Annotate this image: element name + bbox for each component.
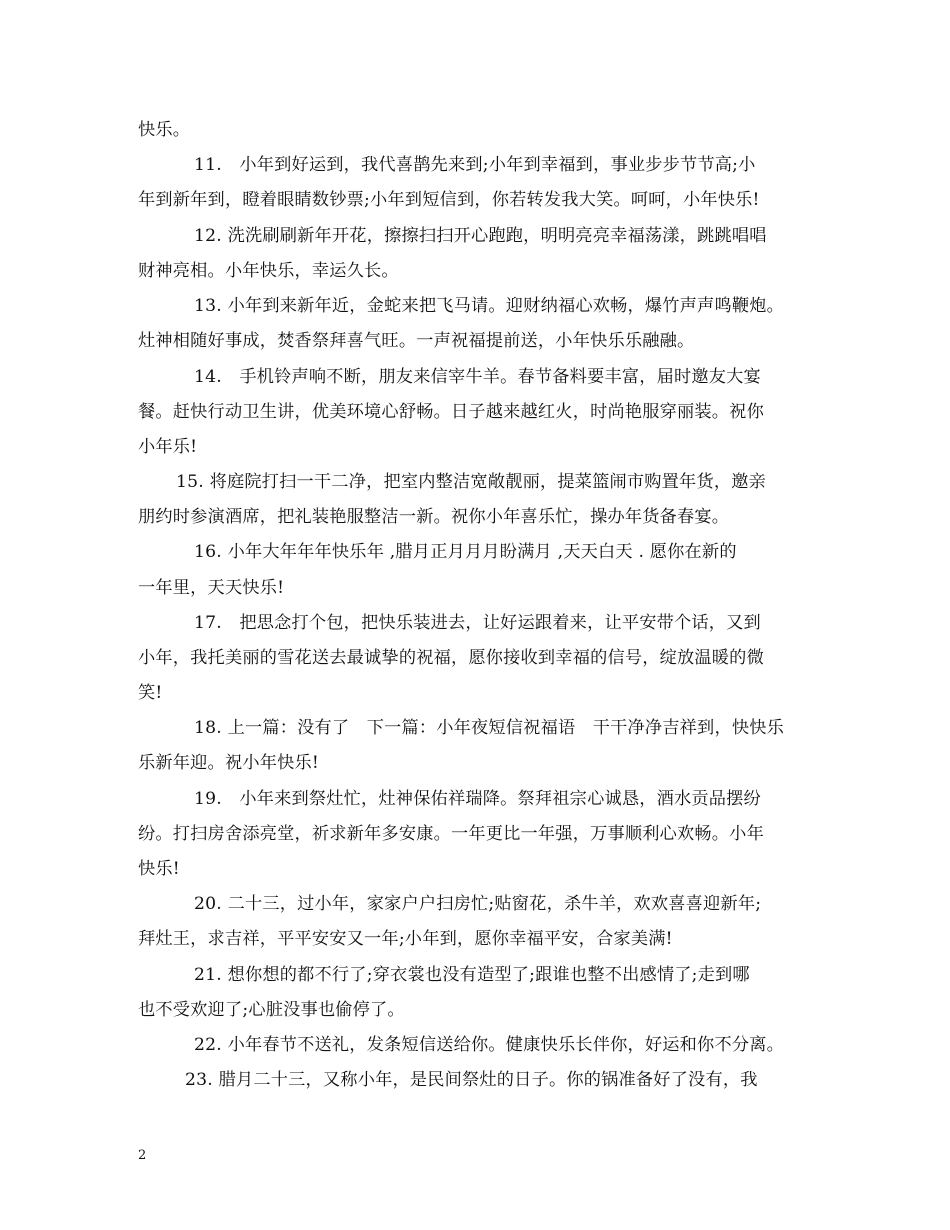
text-line: 18. 上一篇：没有了 下一篇：小年夜短信祝福语 干干净净吉祥到，快快乐 — [194, 718, 785, 738]
page-number: 2 — [138, 1148, 147, 1163]
text-line: 16. 小年大年年年快乐年 ,腊月正月月月盼满月 ,天天白天 . 愿你在新的 — [194, 542, 737, 562]
text-line: 小年，我托美丽的雪花送去最诚挚的祝福，愿你接收到幸福的信号，绽放温暖的微 — [138, 648, 764, 668]
text-line: 财神亮相。小年快乐，幸运久长。 — [138, 261, 399, 281]
text-line: 餐。赶快行动卫生讲，优美环境心舒畅。日子越来越红火，时尚艳服穿丽装。祝你 — [138, 402, 764, 422]
text-line: 23. 腊月二十三，又称小年，是民间祭灶的日子。你的锅准备好了没有，我 — [185, 1070, 758, 1090]
text-line: 笑! — [138, 683, 163, 703]
text-line: 年到新年到，瞪着眼睛数钞票;小年到短信到，你若转发我大笑。呵呵，小年快乐! — [138, 190, 760, 210]
text-line: 一年里，天天快乐! — [138, 578, 285, 598]
text-line: 12. 洗洗刷刷新年开花，擦擦扫扫开心跑跑，明明亮亮幸福荡漾，跳跳唱唱 — [194, 226, 767, 246]
text-line: 21. 想你想的都不行了;穿衣裳也没有造型了;跟谁也整不出感情了;走到哪 — [194, 965, 750, 985]
text-line: 快乐! — [138, 859, 180, 879]
text-line: 17. 把思念打个包，把快乐装进去，让好运跟着来，让平安带个话，又到 — [194, 613, 761, 633]
text-line: 15. 将庭院打扫一干二净，把室内整洁宽敞靓丽，提菜篮闹市购置年货，邀亲 — [176, 472, 767, 492]
text-line: 小年乐! — [138, 437, 198, 457]
text-line: 22. 小年春节不送礼，发条短信送给你。健康快乐长伴你，好运和你不分离。 — [194, 1035, 785, 1055]
text-line: 朋约时参演酒席，把礼装艳服整洁一新。祝你小年喜乐忙，操办年货备春宴。 — [138, 507, 730, 527]
text-line: 11. 小年到好运到，我代喜鹊先来到;小年到幸福到，事业步步节节高;小 — [194, 155, 756, 175]
text-line: 纷。打扫房舍添亮堂，祈求新年多安康。一年更比一年强，万事顺利心欢畅。小年 — [138, 824, 764, 844]
text-line: 也不受欢迎了;心脏没事也偷停了。 — [138, 1000, 405, 1020]
text-line: 14. 手机铃声响不断，朋友来信宰牛羊。春节备料要丰富，届时邀友大宴 — [194, 367, 761, 387]
text-line: 灶神相随好事成，焚香祭拜喜气旺。一声祝福提前送，小年快乐乐融融。 — [138, 331, 695, 351]
text-line: 拜灶王，求吉祥，平平安安又一年;小年到，愿你幸福平安，合家美满! — [138, 929, 673, 949]
text-line: 快乐。 — [138, 120, 191, 140]
text-line: 13. 小年到来新年近，金蛇来把飞马请。迎财纳福心欢畅，爆竹声声鸣鞭炮。 — [194, 296, 785, 316]
text-line: 20. 二十三，过小年，家家户户扫房忙;贴窗花，杀牛羊，欢欢喜喜迎新年; — [194, 894, 762, 914]
text-line: 乐新年迎。祝小年快乐! — [138, 753, 319, 773]
text-line: 19. 小年来到祭灶忙，灶神保佑祥瑞降。祭拜祖宗心诚恳，酒水贡品摆纷 — [194, 789, 761, 809]
